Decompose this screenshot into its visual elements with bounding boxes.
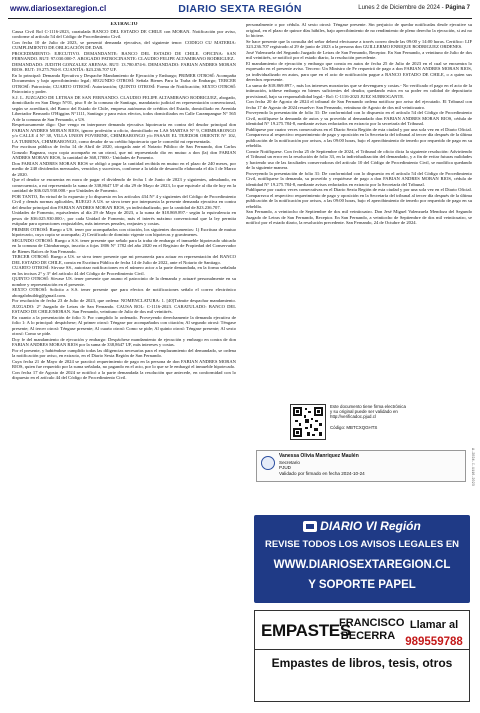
signer-court: PJUD [279,465,291,471]
signer-name: Vanessa Olivia Manriquez Maulén [279,453,359,459]
left-paragraph: SEXTO OTROSÍ: Solicito a S.S. tener presente que para efectos de notificaciones señalo el correo electrónico aborgalobuildrg@gmail.com. [12,287,236,298]
call-label: Llamar al [409,619,459,631]
left-paragraph: Respetuosamente digo: Que vengo en interponer demanda ejecutiva hipotecaria en contra del deudor principal don FABIAN ANDRES MORAN RIOS, ignoro profesión u oficio, domiciliado en LAS MARTAS N° 9, CHIMBARONGO y/o CALLE 4 N° 38, VILLA UNION POVERINE, CHIMBARONGO y/o PASAJE EL TEJEDOR ORIENTE N° 102, LA TURBINA, CHIMBARONGO, como deudor de su crédito hipotecario que le concedió mi representada. [12,122,236,144]
issue-date: Lunes 2 de Diciembre de 2024 - [358,5,446,11]
diario-logo [254,519,470,533]
left-paragraph: Con fecha 10 de Julio de 2023, se presentó demanda ejecutiva, del siguiente tenor: CODIGO CU MATERIA: CUMPLIMIENTO DE OBLIGACIÓN DE DAR. [12,39,236,50]
left-paragraph: Que el deudor se encuentra en mora de pagar el dividendo de fecha 1 de Junio de 2023 y siguientes, adeudando, en consecuencia, a mi representado la suma de 338,8647 UF al día 29 de Mayo de 2023, lo que equivale al día de hoy en la cantidad de $36.025.930.000.- por Unidades de Fomento. [12,177,236,193]
right-paragraph: Con fecha 20 de Agosto de 2024 el tribunal de San Fernando ordena notificar por aviso del ejecutado. El Tribunal con fecha 17 de Agosto de 2024 resuelve: San Fernando, veintiuno de Agosto de dos mil veinticuatro. [246,99,472,110]
extract-right-column [246,22,472,226]
date-and-page [358,5,470,11]
right-paragraph: Se hace presente que la consulta del señor deberá efectuarse a través correo desde las 09:00 y 14:00 horas. Certifico: LIF 323.236.707 registrado al 29 de junio de 2023 a la persona don GUILLERMO ENRIQUE RODRIGUEZ ORDENES. [246,38,472,49]
legal-notices-ad[interactable] [254,515,470,603]
extract-body-right [246,22,472,226]
left-paragraph: Causa Civil Rol C-1116-2023, caratulada BANCO DEL ESTADO DE CHILE con MORAN. Notificación por aviso, conforme al artículo 54 del Código de Procedimiento Civil. [12,28,236,39]
page-number: Página 7 [445,5,470,11]
side-document-code: A-2024-C-1116-2023 [470,448,474,486]
left-paragraph: En lo principal: Demanda Ejecutiva y Despache Mandamiento de Ejecución y Embargo; PRIMER OTROSÍ: Acompaña Documentos y bajo apercibimiento legal; SEGUNDO OTROSÍ: Señala Bienes Para la Traba de Embargo; TERCER OTROSÍ: Patrocinio; CUARTO OTROSÍ: Autorización; QUINTO OTROSÍ: Forma de Notificación; SEXTO OTROSÍ: Patrocinio y poder. [12,72,236,94]
court-seal-icon [261,456,275,470]
verification-text [279,454,365,476]
signature-note-line: Código: MBTCXQGHTS [330,424,378,430]
empastes-divider [255,649,469,650]
signature-date: Validado por firmado en fecha 2024-10-24 [279,470,365,476]
left-paragraph: POR TANTO, En virtud de lo expuesto y lo dispuesto en los artículos 434 N° 4 y siguientes del Código de Procedimiento Civil y demás normas aplicables, RUEGO A US. se sirva tener por interpuesta la presente demanda ejecutiva en contra del deudor principal don FABIAN ANDRES MORAN RIOS, ya individualizado, por la cantidad de $23.236.707. [12,193,236,210]
right-paragraph: La suma de $18.869.897.-, más los intereses moratorios que se devenguen y costas.- No verificado el pago en el acto de la intimación, trábese embargo en bienes suficientes del deudor, quedando estos en su poder en calidad de depositario provisional, bajo su responsabilidad legal.- Rol: C-1116-2023 JUEZ SUBROGANTE. [246,82,472,99]
left-paragraph: Unidades de Fomento, equivalentes al día 29 de Mayo de 2023, a la suma de $18.869.897.- según la equivalencia en pesos de $36.025.930.000.-, por cada Unidad de Fomento, más el interés máximo convencional que la ley permita estipular para operaciones reajustables, más intereses penales, reajustes y costas. [12,210,236,226]
signature-verification-box [256,450,466,482]
right-paragraph: Proveyendo la presentación de folio 31: De conformidad con lo dispuesto en el artículo 54 del Código de Procedimiento Civil, notifíquese la demanda, su proveído y requiérase de pago a don FABIAN ANDRES MORAN RIOS, cédula de identidad N° 19.275.784-8, mediante avisos redactados en extracto por la Secretaría del Tribunal. [246,170,472,187]
right-paragraph: José Valenzuela del Segundo Juzgado de Letras de San Fernando, Receptor. En San Fernando, a veintiuno de Julio de dos mil veintitrés, se notificó por el estado diario, la resolución precedente. [246,49,472,60]
empastes-tagline: Empastes de libros, tesis, otros [271,656,453,670]
left-paragraph: SEGUNDO OTROSÍ: Ruego a S.S. tener presente que señalo para la traba de embargo el inmueble hipotecado ubicado en la comuna de Chimbarongo, inscrito a fojas 1806 N° 1782 del año 2020 en el Registro de Propiedad del Conservador de Bienes Raíces de San Fernando. [12,237,236,254]
left-paragraph: CUARTO OTROSÍ: Sírvase SS., autorizar notificaciones en el número actor a la parte demandada, en la forma señalada en los incisos 2° y 3° del artículo 44 del Código de Procedimiento Civil. [12,265,236,276]
right-paragraph: San Fernando, a veintiocho de Septiembre de dos mil veinticuatro. Don Jesé Miguel Valenzuela Mendoza del Segundo Juzgado de Letras de San Fernando, Receptor. En San Fernando, a veintiocho de Septiembre de dos mil veinticuatro, se notificó por el estado diario, la resolución precedente. San Fernando, 24 de Octubre de 2024. [246,209,472,225]
signer-role: Secretario [279,459,300,465]
newspaper-icon [303,521,317,532]
signature-note-line: Este documento tiene firma electrónica [330,404,406,409]
right-paragraph: Proveyendo la presentación de folio 31: De conformidad con lo dispuesto en el artículo 54 del Código de Procedimiento Civil, notifíquese la demanda de autos y su proveído al demandado don FABIAN ANDRES MORAN RIOS, cédula de identidad N° 19.275.784-8, mediante avisos redactados en extracto por la secretaría del Tribunal. [246,110,472,126]
empastes-title: EMPASTES [261,621,351,640]
extract-body-left [12,29,236,381]
electronic-signature-note [290,402,460,442]
diario-logo-text: DIARIO VI Región [320,519,421,533]
page-header [8,4,472,16]
ad-line-3: Y SOPORTE PAPEL [308,579,416,591]
left-paragraph: Por resolución de fecha 23 de Julio de 2023, que ordena: NOMENCLATURA: 1. [40]Trámite despachar mandamiento. JUZGADO: 2° Juzgado de Letras de San Fernando. CAUSA ROL: C-1116-2023. CARATULADO: BANCO DEL ESTADO DE CHILE/MORAN. San Fernando, veintiuno de Julio de dos mil veintitrés. [12,298,236,314]
signature-validation-text [330,404,460,430]
extract-left-column [12,22,236,381]
site-url[interactable]: www.diariosextaregion.cl [10,4,107,13]
right-paragraph: Publíquese por cuatro veces consecutivas en el Diario Sexta Región de esta ciudad y por una sola vez en el Diario Oficial. Comparezca el respectivo requerimiento de pago y oposición en la Secretaría del tribunal al tercer día después de la última publicación de la notificación por avisos, a las 09:00 horas, bajo el apercibimiento de tenerlo por requerido de pago en su rebeldía. [246,187,472,209]
left-paragraph: S.J. L. JUZGADO DE LETRAS DE SAN FERNANDO. CLAUDIO FELIPE ALTAMIRANO RODRIGUEZ, abogado, domiciliado en San Diego N°01, piso 8 de la comuna de Santiago, mandatario judicial en representación convencional, según se acreditará, del Banco del Estado de Chile, empresa autónoma de créditos del Estado, domiciliado en Avenida Libertador Bernardo O'Higgins N°1111, Santiago y para estos efectos, todos domiciliados en Calle Carampangue N° 565 A de la comuna de San Fernando, a US. [12,94,236,122]
left-paragraph: Doy fe del mandamiento de ejecución y embargo: Despáchese mandamiento de ejecución y embargo en contra de don FABIAN ANDRES MORAN RIOS por la suma de 338,8647 UF, más intereses y costas. [12,336,236,347]
left-paragraph: Con fecha 17 de Agosto de 2024 se notificó a la parte demandada la resolución que antecede, en conformidad con lo dispuesto en el artículo 44 del Código de Procedimiento Civil. [12,369,236,380]
right-paragraph: personalmente o por cédula. Al sexto otrosí: Téngase presente. Sin perjuicio de quedar notificadas desde ejecutive su original, en el plazo de quince días hábiles, bajo apercibimiento de no rendimiento de pleno derecho la ejecución, si así no lo hiciere. [246,22,472,38]
left-paragraph: Don FABIAN ANDRES MORAN RIOS se obligó a pagar la cantidad recibida en mutuo en el plazo de 240 meses, por medio de 240 dividendos mensuales, vencidos y sucesivos, conforme a la tabla de desarrollo elaborada el día 1 de Marzo de 2020. [12,160,236,177]
empastes-ad[interactable] [254,610,470,702]
left-paragraph: Cuya fecha 21 de Mayo de 2024 se practicó requerimiento de pago en la persona de don FABIAN ANDRES MORAN RIOS, quien fue requerido por la suma señalada, no pagando en el acto, por lo que se le embargó el inmueble hipotecado. [12,358,236,369]
left-paragraph: PROCEDIMIENTO: EJECUTIVO. DEMANDANTE: BANCO DEL ESTADO DE CHILE. OFICINA: SAN FERNANDO. RUT: 97.030.000-7. ABOGADO PATROCINANTE: CLAUDIO FELIPE ALTAMIRANO RODRIGUEZ. [12,50,236,61]
left-paragraph: DEMANDADO: JUDITH GONZALEZ ARENAS. RUT: 13.780.874-6. DEMANDADO: FABIAN ANDRES MORAN RIOS. RUT: 19.275.784-8. CUANTÍA: $23.236.707 UF. [12,61,236,72]
left-paragraph: TERCER OTROSÍ: Ruego a US. se sirva tener presente que mi personería para actuar en representación del BANCO DEL ESTADO DE CHILE, consta en Escritura Pública de fecha 14 de Julio de 2022, ante el Notario de Santiago. [12,254,236,265]
left-paragraph: Por escritura pública de fecha 14 de Abril de 2020, otorgada ante el Notario Público de San Fernando, don Carlos Gonzalo Bagnara, cuya copia acompaño en un otrosí, que mi representado dio en mutuo a don (la) don FABIAN ANDRES MORAN RIOS, la cantidad de 368,17000.- Unidades de Fomento. [12,144,236,160]
left-paragraph: PRIMER OTROSÍ: Ruego a US. tener por acompañados con citación, los siguientes documentos: 1) Escritura de mutuo hipotecario, cuya copia se acompaña; 2) Certificado de dominio vigente con hipotecas y gravámenes. [12,226,236,237]
newspaper-brand: DIARIO SEXTA REGIÓN [178,3,302,15]
empastes-call [401,617,467,651]
qr-code-icon[interactable] [290,404,326,440]
right-paragraph: Conste Notifíquese. Con fecha 25 de Septiembre de 2024, el Tribunal de oficio dicta la siguiente resolución: Advirtiendo el Tribunal un error en la resolución de folio 33, en la individualización del demandado, y a fin de evitar futuras nulidades y haciendo uso de las facultades conservadoras del artículo 10 del Código de Procedimiento Civil, se modifica quedando de la siguiente manera. [246,148,472,170]
signature-note-line: http://verificadoc.pjud.cl [330,414,376,420]
right-paragraph: Publíquese por cuatro veces consecutivas en el Diario Sexta Región de esta ciudad y por una sola vez en el Diario Oficial. Comparezca al respectivo requerimiento de pago y oposición en la Secretaría del tribunal al tercer día después de la última publicación de la notificación por avisos, a las 09:00 horas, bajo el apercibimiento de tenerlo por requerido de pago en su rebeldía. [246,126,472,148]
person-first-name: FRANCISCO [339,617,405,629]
person-last-name: BECERRA [340,630,396,642]
phone-number[interactable]: 989559788 [405,636,463,648]
right-paragraph: El mandamiento de ejecución y embargo que consta en autos de fecha 25 de Julio de 2023 en el cual se encuentra lo expresado en el presente aviso. Tercero: Un Ministro de Fe requerirá de pago a don FABIAN ANDRES MORAN RIOS, ya individualizado en autos, para que en el acto de notificación pague a BANCO ESTADO DE CHILE, o a quien sus derechos represente. [246,60,472,82]
left-paragraph: Por el presente, y habiéndose cumplido todas las diligencias necesarias para el emplazamiento del demandado, se ordena la notificación por aviso, en extracto, en el Diario Sexta Región de San Fernando. [12,347,236,358]
empastes-person [339,617,405,643]
ad-website[interactable]: WWW.DIARIOSEXTAREGION.CL [273,559,451,571]
header-divider [8,18,472,19]
left-paragraph: QUINTO OTROSÍ: Sírvase US. tener presente que asumo el patrocinio de la demanda y actuaré personalmente en su nombre y representación en el presente. [12,276,236,287]
left-paragraph: En cuanto a la presentación de folio 3: Por cumplido lo ordenado. Proveyendo derechamente la demanda ejecutiva de folio 1: A lo principal: despáchese; Al primer otrosí: Téngase por acompañados con citación; Al segundo otrosí: Téngase presente; Al tercer otrosí: Téngase presente; Al cuarto otrosí: Como se pide; Al quinto otrosí: Téngase presente; Al sexto otrosí: Como se pide. [12,314,236,336]
extract-title: EXTRACTO [110,22,138,27]
signature-note-line: y su original puede ser validado en [330,409,398,415]
ad-line-1: REVISE TODOS LOS AVISOS LEGALES EN [264,539,460,550]
